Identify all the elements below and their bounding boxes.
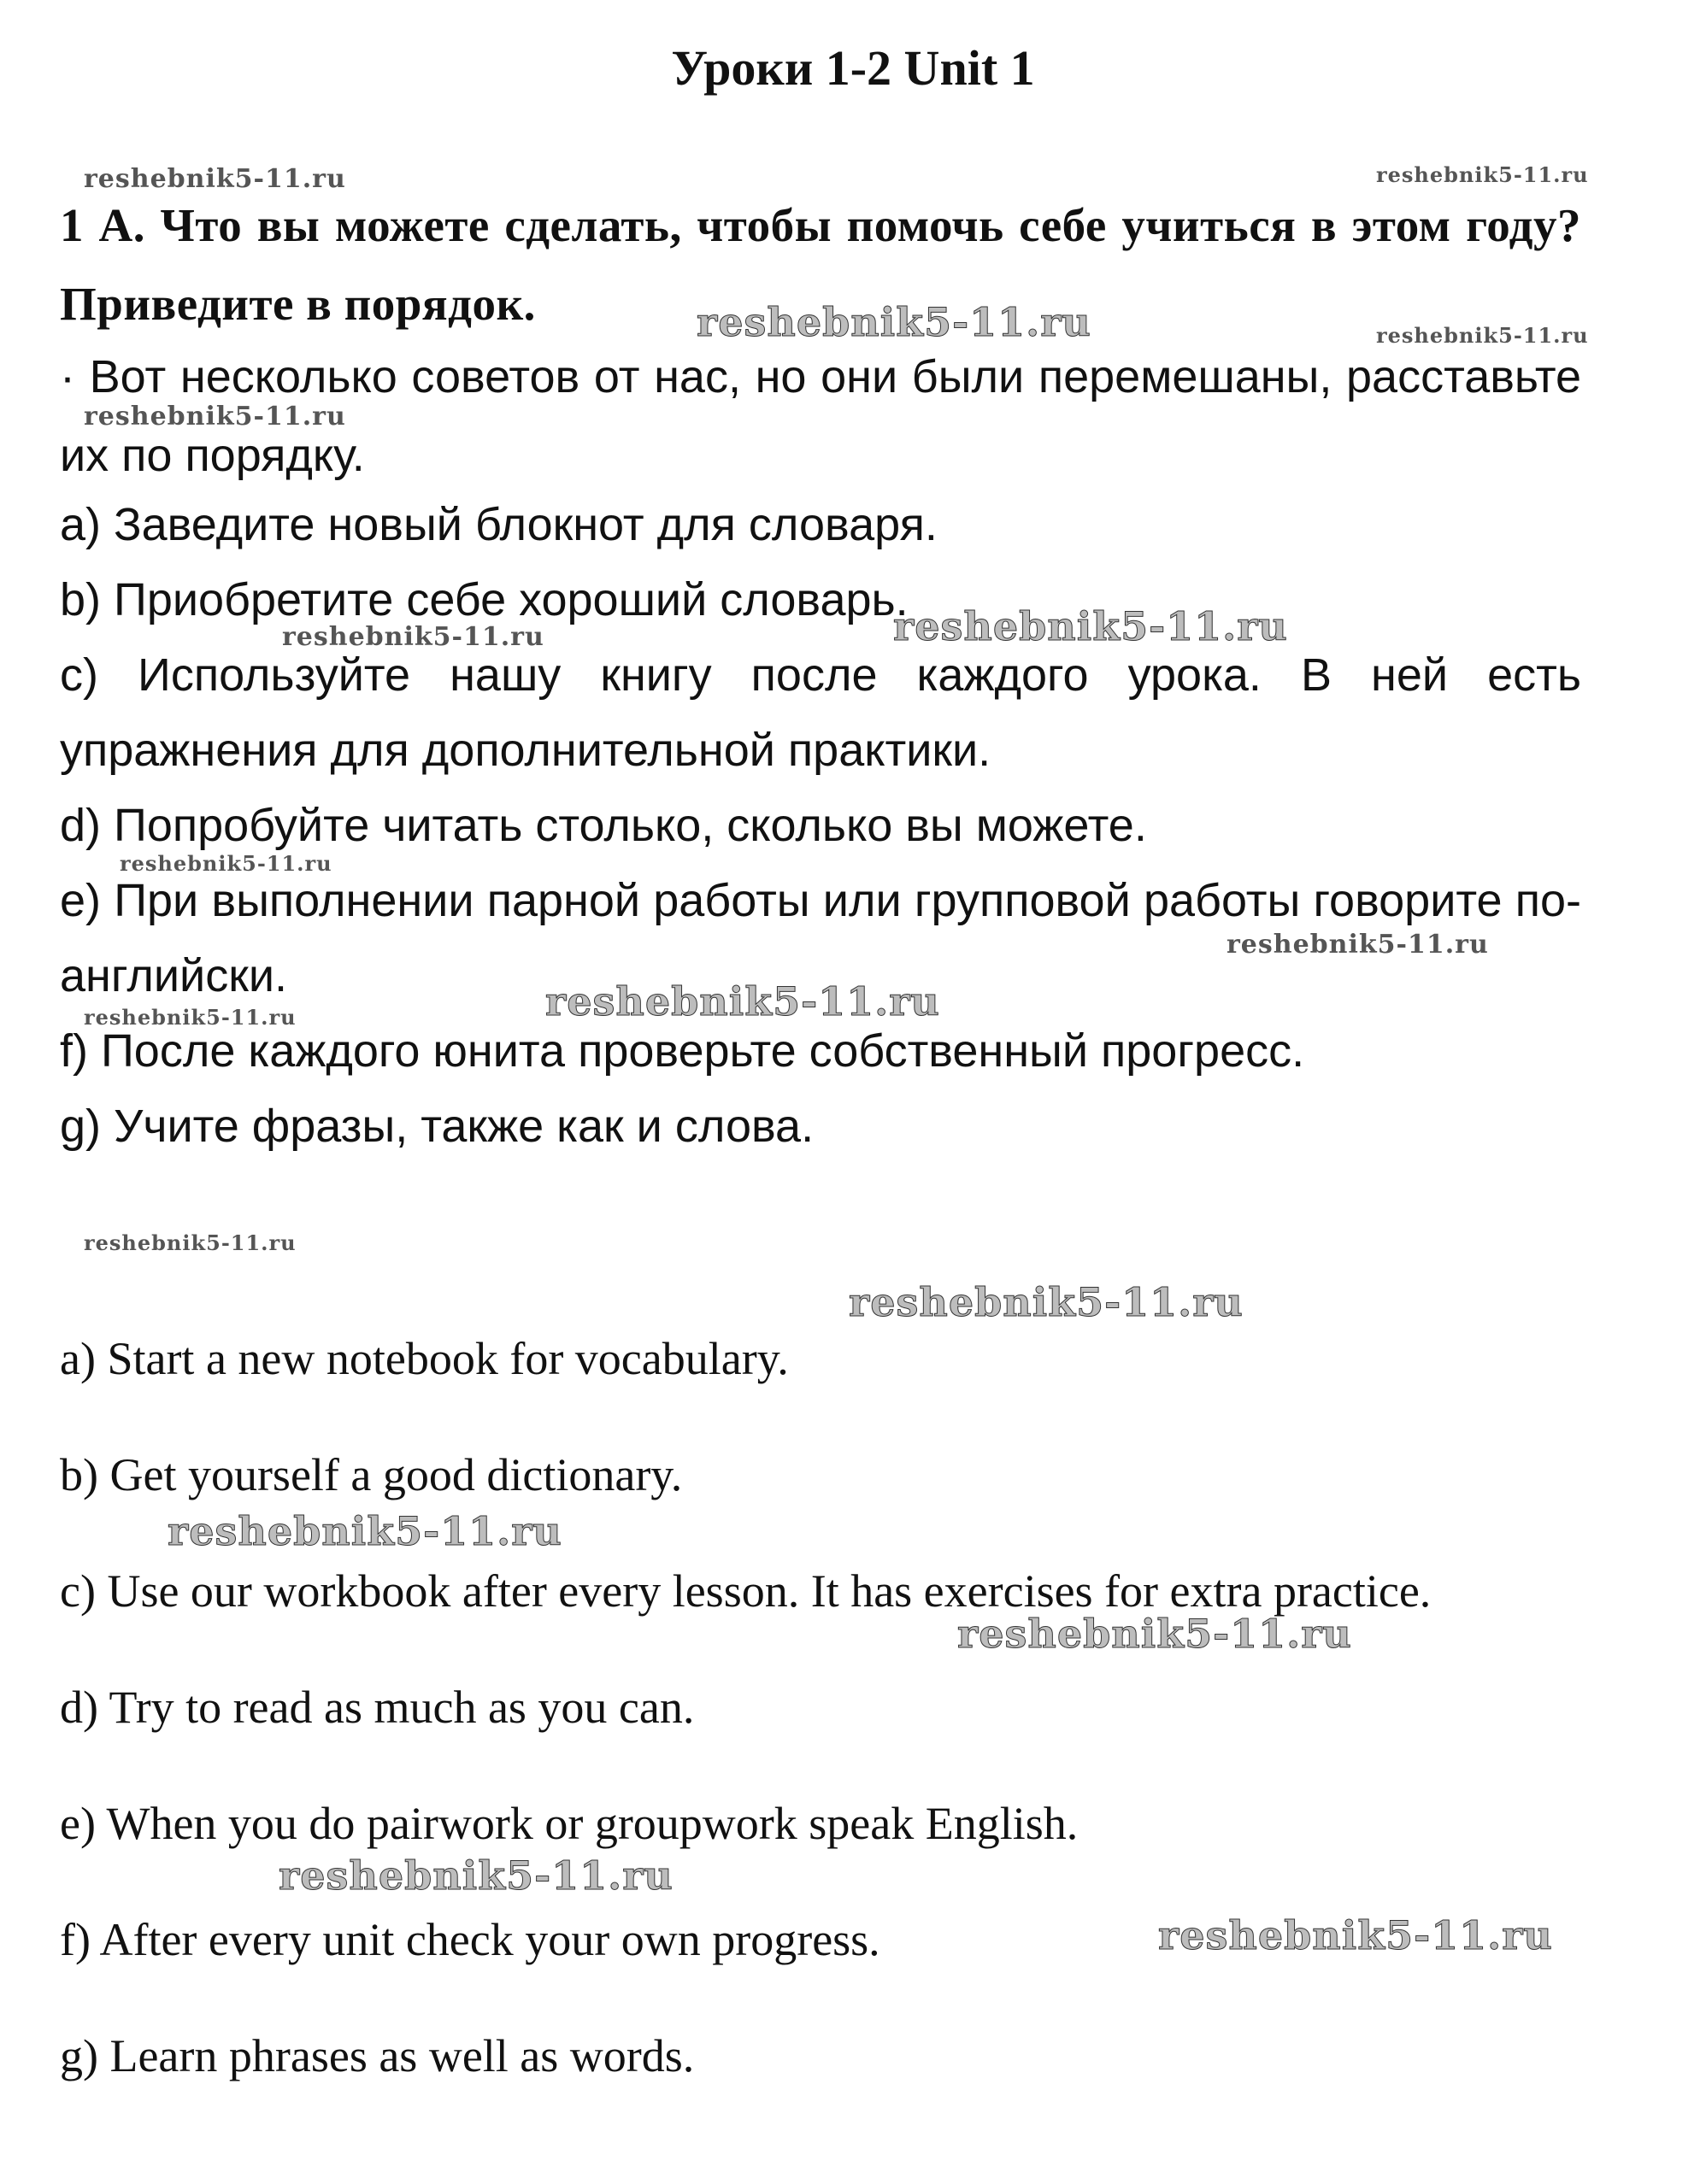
watermark: reshebnik5-11.ru [697, 299, 1091, 345]
ru-item-a: а) Заведите новый блокнот для словаря. [60, 499, 938, 550]
en-item-a: a) Start a new notebook for vocabulary. [60, 1333, 789, 1384]
en-item-c: c) Use our workbook after every lesson. It has exercises for extra practice. [60, 1565, 1432, 1617]
watermark: reshebnik5-11.ru [84, 402, 346, 432]
ru-item-d: d) Попробуйте читать столько, сколько вы можете. [60, 800, 1147, 851]
watermark: reshebnik5-11.ru [279, 1852, 674, 1899]
watermark: reshebnik5-11.ru [1376, 162, 1589, 187]
watermark: reshebnik5-11.ru [957, 1611, 1352, 1657]
watermark: reshebnik5-11.ru [1227, 930, 1489, 960]
ru-item-e: e) При выполнении парной работы или групповой работы говорите по-английски. [60, 875, 1581, 1001]
watermark: reshebnik5-11.ru [1158, 1912, 1553, 1958]
en-item-e: e) When you do pairwork or groupwork speak English. [60, 1798, 1079, 1849]
en-item-f: f) After every unit check your own progress. [60, 1914, 880, 1965]
ru-item-f: f) После каждого юнита проверьте собственный прогресс. [60, 1025, 1305, 1077]
ru-item-b: b) Приобретите себе хороший словарь. [60, 574, 909, 625]
watermark: reshebnik5-11.ru [84, 1005, 297, 1030]
watermark: reshebnik5-11.ru [545, 978, 940, 1024]
page-title: Уроки 1-2 Unit 1 [671, 40, 1035, 96]
ru-item-c: c) Используйте нашу книгу после каждого урока. В ней есть упражнения для дополнительной практики. [60, 649, 1581, 776]
task-heading: 1 А. Что вы можете сделать, чтобы помочь себе учиться в этом году? Приведите в порядок. [60, 199, 1581, 330]
watermark: reshebnik5-11.ru [1376, 323, 1589, 348]
watermark: reshebnik5-11.ru [168, 1508, 562, 1554]
en-item-g: g) Learn phrases as well as words. [60, 2030, 695, 2081]
watermark: reshebnik5-11.ru [120, 851, 332, 876]
watermark: reshebnik5-11.ru [849, 1279, 1244, 1325]
watermark: reshebnik5-11.ru [84, 1230, 297, 1255]
ru-item-g: g) Учите фразы, также как и слова. [60, 1101, 815, 1152]
en-item-b: b) Get yourself a good dictionary. [60, 1449, 683, 1500]
watermark: reshebnik5-11.ru [893, 603, 1288, 649]
task-intro: · Вот несколько советов от нас, но они были перемешаны, расставьте их по порядку. [60, 351, 1581, 481]
en-item-d: d) Try to read as much as you can. [60, 1682, 695, 1733]
watermark: reshebnik5-11.ru [84, 164, 346, 194]
watermark: reshebnik5-11.ru [282, 622, 544, 652]
